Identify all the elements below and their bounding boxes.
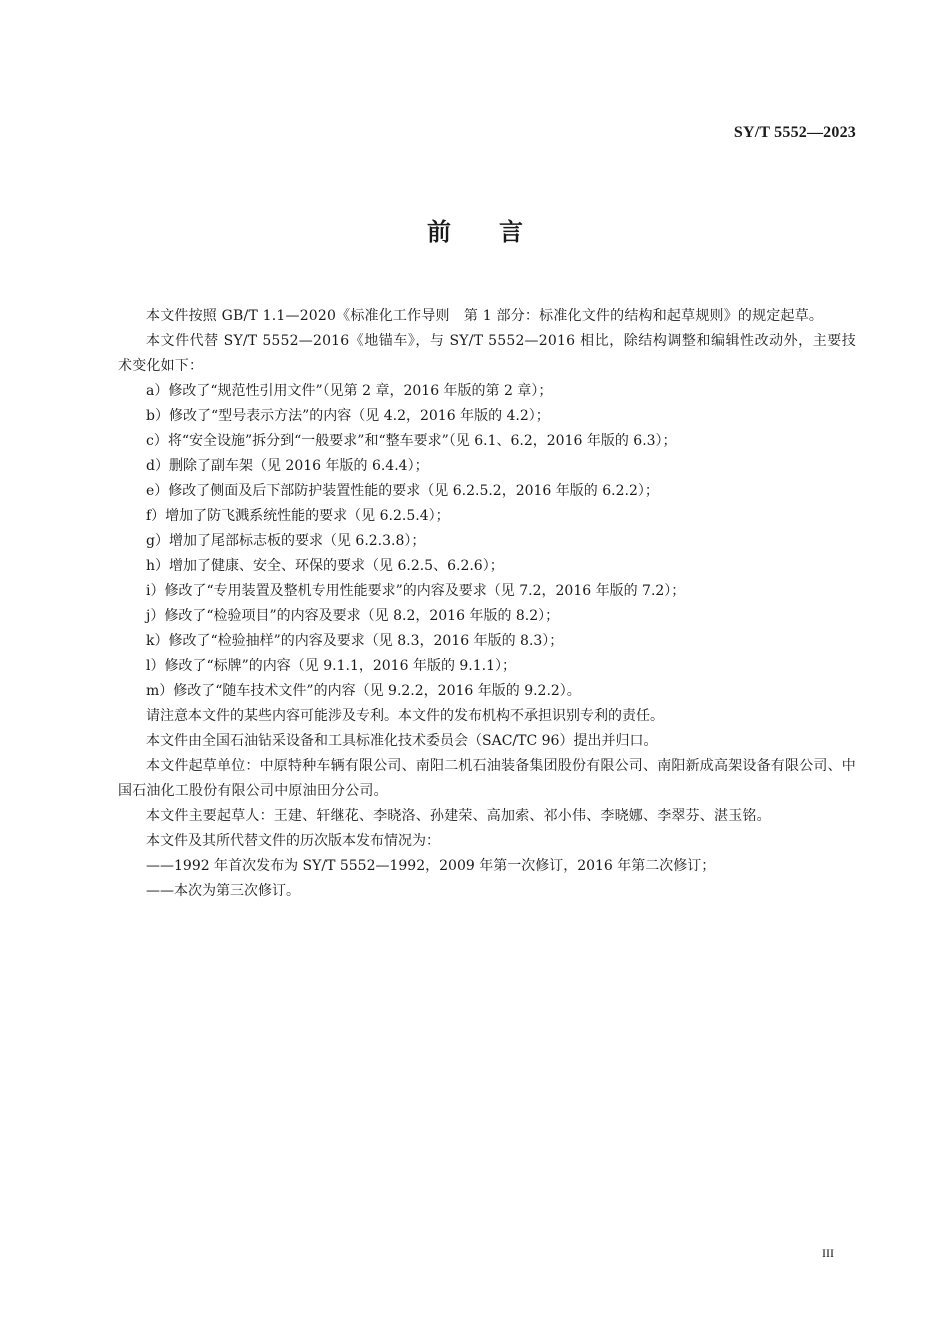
document-body	[118, 304, 856, 904]
standard-number: SY/T 5552—2023	[733, 124, 856, 141]
list-item: m）修改了“随车技术文件”的内容（见 9.2.2，2016 年版的 9.2.2）。	[146, 683, 581, 699]
list-item: c）将“安全设施”拆分到“一般要求”和“整车要求”（见 6.1、6.2，2016 年版的 6.3）；	[146, 433, 677, 449]
list-item: b）修改了“型号表示方法”的内容（见 4.2，2016 年版的 4.2）；	[146, 408, 550, 424]
page-title: 前言	[427, 218, 571, 246]
paragraph-replacement-note: 本文件代替 SY/T 5552—2016《地锚车》，与 SY/T 5552—2016 相比，除结构调整和编辑性改动外，主要技术变化如下：	[118, 333, 856, 374]
paragraph-drafting-basis: 本文件按照 GB/T 1.1—2020《标准化工作导则 第 1 部分：标准化文件的结构和起草规则》的规定起草。	[146, 308, 824, 324]
list-item: k）修改了“检验抽样”的内容及要求（见 8.3，2016 年版的 8.3）；	[146, 633, 564, 649]
list-item: f）增加了防飞溅系统性能的要求（见 6.2.5.4）；	[146, 508, 450, 524]
list-item: g）增加了尾部标志板的要求（见 6.2.3.8）；	[146, 533, 426, 549]
paragraph-drafting-units: 本文件起草单位：中原特种车辆有限公司、南阳二机石油装备集团股份有限公司、南阳新成高架设备有限公司、中国石油化工股份有限公司中原油田分公司。	[118, 758, 856, 799]
list-item: h）增加了健康、安全、环保的要求（见 6.2.5、6.2.6）；	[146, 558, 504, 574]
paragraph-drafters: 本文件主要起草人：王建、轩继花、李晓洛、孙建荣、高加索、祁小伟、李晓娜、李翠芬、湛玉铭。	[146, 808, 771, 824]
list-item: d）删除了副车架（见 2016 年版的 6.4.4）；	[146, 458, 429, 474]
paragraph-history-intro: 本文件及其所代替文件的历次版本发布情况为：	[146, 833, 440, 849]
paragraph-patent-notice: 请注意本文件的某些内容可能涉及专利。本文件的发布机构不承担识别专利的责任。	[146, 708, 664, 724]
page-number: III	[822, 1246, 834, 1260]
list-item: j）修改了“检验项目”的内容及要求（见 8.2，2016 年版的 8.2）；	[146, 608, 560, 624]
list-item: ——1992 年首次发布为 SY/T 5552—1992，2009 年第一次修订，2016 年第二次修订；	[146, 858, 716, 874]
list-item: a）修改了“规范性引用文件”（见第 2 章，2016 年版的第 2 章）；	[146, 383, 553, 399]
list-item: e）修改了侧面及后下部防护装置性能的要求（见 6.2.5.2，2016 年版的 6.2.2）；	[146, 483, 659, 499]
list-item: i）修改了“专用装置及整机专用性能要求”的内容及要求（见 7.2，2016 年版的 7.2）；	[146, 583, 686, 599]
list-item: l）修改了“标牌”的内容（见 9.1.1，2016 年版的 9.1.1）；	[146, 658, 517, 674]
list-item: ——本次为第三次修订。	[146, 883, 300, 899]
paragraph-proposer: 本文件由全国石油钻采设备和工具标准化技术委员会（SAC/TC 96）提出并归口。	[146, 733, 658, 749]
